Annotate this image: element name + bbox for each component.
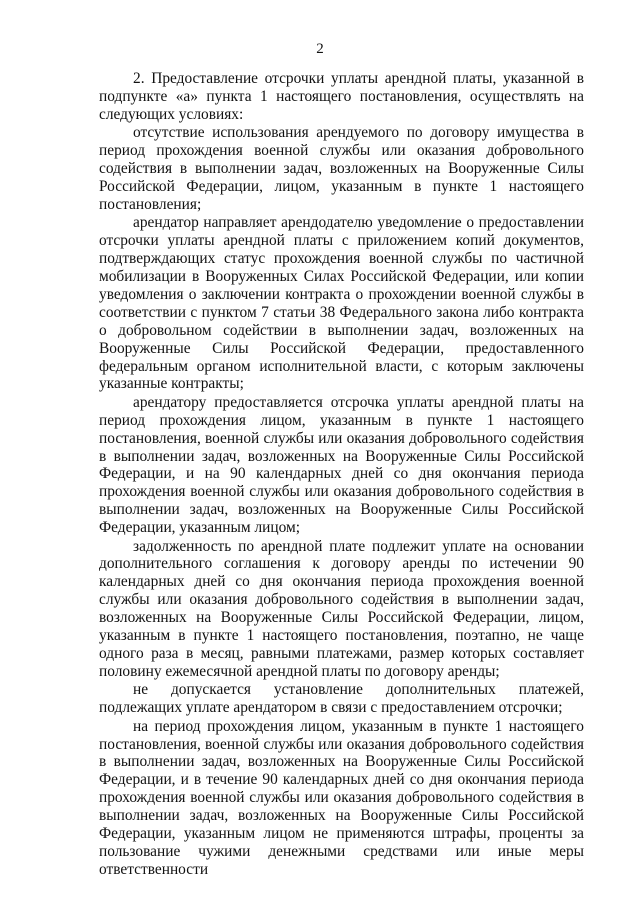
paragraph-item-2: 2. Предоставление отсрочки уплаты арендной платы, указанной в подпункте «а» пункта 1 настоящего постановления, осуществлять на следующих условиях: — [99, 70, 584, 123]
paragraph-no-penalties: на период прохождения лицом, указанным в пункте 1 настоящего постановления, военной службы или оказания добровольного содействия в выполнении задач, возложенных на Вооруженные Силы Российской Федерации, и в течение 90 календарных дней со дня окончания периода прохождения военной службы или оказания добровольного содействия в выполнении задач, возложенных на Вооруженные Силы Российской Федерации, указанным лицом не применяются штрафы, проценты за пользование чужими денежными средствами или иные меры ответственности — [99, 717, 584, 878]
page-number: 2 — [316, 41, 324, 57]
document-body — [99, 70, 584, 879]
paragraph-no-use-of-property: отсутствие использования арендуемого по договору имущества в период прохождения военной службы или оказания добровольного содействия в выполнении задач, возложенных на Вооруженные Силы Российской Федерации, лицом, указанным в пункте 1 настоящего постановления; — [99, 124, 584, 213]
paragraph-deferral-period: арендатору предоставляется отсрочка уплаты арендной платы на период прохождения лицом, указанным в пункте 1 настоящего постановления, военной службы или оказания добровольного содействия в выполнении задач, возложенных на Вооруженные Силы Российской Федерации, и на 90 календарных дней со дня окончания периода прохождения военной службы или оказания добровольного содействия в выполнении задач, возложенных на Вооруженные Силы Российской Федерации, указанным лицом; — [99, 393, 584, 537]
paragraph-debt-repayment: задолженность по арендной плате подлежит уплате на основании дополнительного соглашения к договору аренды по истечении 90 календарных дней со дня окончания периода прохождения военной службы или оказания добровольного содействия в выполнении задач, возложенных на Вооруженные Силы Российской Федерации, лицом, указанным в пункте 1 настоящего постановления, поэтапно, не чаще одного раза в месяц, равными платежами, размер которых составляет половину ежемесячной арендной платы по договору аренды; — [99, 537, 584, 680]
paragraph-no-extra-payments: не допускается установление дополнительных платежей, подлежащих уплате арендатором в связи с предоставлением отсрочки; — [99, 681, 584, 717]
paragraph-tenant-notice: арендатор направляет арендодателю уведомление о предоставлении отсрочки уплаты арендной платы с приложением копий документов, подтверждающих статус прохождения военной службы по частичной мобилизации в Вооруженных Силах Российской Федерации, или копии уведомления о заключении контракта о прохождении военной службы в соответствии с пунктом 7 статьи 38 Федерального закона либо контракта о добровольном содействии в выполнении задач, возложенных на Вооруженные Силы Российской Федерации, предоставленного федеральным органом исполнительной власти, с которым заключены указанные контракты; — [99, 214, 584, 393]
